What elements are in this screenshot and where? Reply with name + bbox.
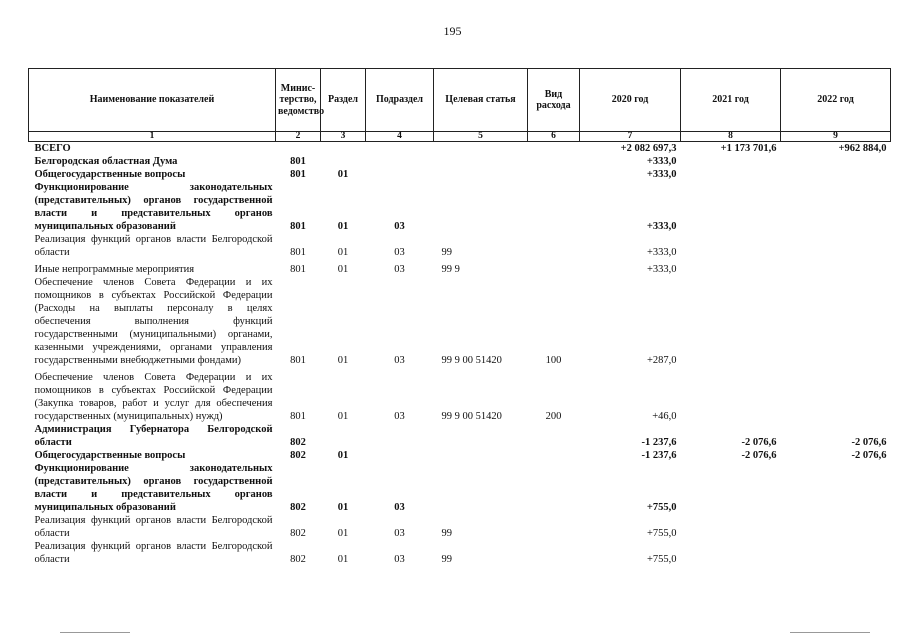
row-section: 01 — [337, 247, 349, 258]
row-subsection — [366, 168, 434, 181]
row-subsection — [366, 423, 434, 449]
column-number: 2 — [276, 132, 321, 142]
row-2020: +755,0 — [646, 554, 677, 565]
column-number: 1 — [29, 132, 276, 142]
column-number: 4 — [366, 132, 434, 142]
row-2020: -1 237,6 — [641, 450, 677, 461]
row-2021 — [681, 514, 781, 540]
header-2022: 2022 год — [781, 69, 891, 132]
row-subsection — [366, 155, 434, 168]
row-2022 — [781, 276, 891, 367]
row-expense-type — [528, 462, 580, 514]
row-section — [321, 142, 366, 156]
table-row — [29, 155, 891, 168]
row-name: Реализация функций органов власти Белгородской области — [34, 541, 273, 565]
table-header-row — [29, 69, 891, 132]
row-2021 — [681, 367, 781, 423]
row-section: 01 — [337, 264, 349, 275]
row-2021 — [681, 168, 781, 181]
row-subsection: 03 — [394, 221, 405, 232]
row-expense-type — [528, 233, 580, 259]
row-name: Обеспечение членов Совета Федерации и их помощников в субъектах Российской Федерации (Закупка товаров, работ и услуг для обеспечения государственных (муниципальных) нужд) — [34, 372, 273, 422]
row-2022 — [781, 181, 891, 233]
header-target-article: Целевая статья — [434, 69, 528, 132]
row-target-article: 99 — [441, 247, 452, 258]
row-2020: +46,0 — [652, 411, 677, 422]
row-2020: +287,0 — [646, 355, 677, 366]
row-target-article — [434, 155, 528, 168]
header-expense-type: Вид расхода — [528, 69, 580, 132]
table-row — [29, 540, 891, 566]
row-subsection: 03 — [394, 554, 405, 565]
row-2020: +333,0 — [646, 264, 677, 275]
row-ministry: 801 — [290, 169, 306, 180]
row-name: Общегосударственные вопросы — [34, 450, 186, 461]
row-section — [321, 155, 366, 168]
row-2021 — [681, 181, 781, 233]
row-ministry: 801 — [290, 264, 306, 275]
row-section: 01 — [337, 554, 349, 565]
row-2021 — [681, 540, 781, 566]
table-row — [29, 462, 891, 514]
row-section: 01 — [337, 355, 349, 366]
row-ministry: 801 — [290, 156, 306, 167]
row-section — [321, 423, 366, 449]
row-expense-type — [528, 514, 580, 540]
row-target-article: 99 9 00 51420 — [441, 355, 502, 366]
row-2022: +962 884,0 — [838, 143, 887, 154]
row-target-article — [434, 449, 528, 462]
table-row — [29, 367, 891, 423]
row-target-article: 99 9 — [441, 264, 460, 275]
row-2020: +333,0 — [646, 156, 677, 167]
row-subsection: 03 — [394, 528, 405, 539]
row-2022: -2 076,6 — [851, 437, 887, 448]
row-2022: -2 076,6 — [851, 450, 887, 461]
row-subsection: 03 — [394, 264, 405, 275]
table-row — [29, 423, 891, 449]
row-ministry: 801 — [290, 411, 306, 422]
row-target-article: 99 — [441, 554, 452, 565]
row-subsection: 03 — [394, 247, 405, 258]
row-target-article — [434, 142, 528, 156]
row-expense-type — [528, 181, 580, 233]
footer-rule-right — [790, 632, 870, 633]
row-expense-type — [528, 423, 580, 449]
row-name: Функционирование законодательных (представительных) органов государственной власти и представительных органов муниципальных образований — [34, 182, 273, 232]
row-target-article — [434, 462, 528, 514]
header-2020: 2020 год — [580, 69, 681, 132]
row-subsection: 03 — [394, 502, 405, 513]
row-section: 01 — [337, 221, 349, 232]
row-2020: +2 082 697,3 — [620, 143, 677, 154]
row-expense-type — [528, 259, 580, 276]
row-expense-type — [528, 168, 580, 181]
table-row — [29, 181, 891, 233]
row-expense-type: 100 — [545, 355, 562, 366]
row-2021 — [681, 276, 781, 367]
table-row — [29, 168, 891, 181]
row-ministry: 802 — [290, 437, 306, 448]
row-name: ВСЕГО — [34, 143, 71, 154]
row-2021 — [681, 233, 781, 259]
row-target-article — [434, 168, 528, 181]
table-row — [29, 514, 891, 540]
row-2021 — [681, 155, 781, 168]
row-target-article — [434, 423, 528, 449]
row-2022 — [781, 367, 891, 423]
header-subsection: Подраздел — [366, 69, 434, 132]
column-number: 8 — [681, 132, 781, 142]
column-number: 5 — [434, 132, 528, 142]
row-name: Общегосударственные вопросы — [34, 169, 186, 180]
row-name: Иные непрограммные мероприятия — [34, 264, 195, 275]
column-number: 3 — [321, 132, 366, 142]
row-subsection: 03 — [394, 411, 405, 422]
row-section: 01 — [337, 169, 349, 180]
row-section: 01 — [337, 502, 349, 513]
column-number: 9 — [781, 132, 891, 142]
row-2020: -1 237,6 — [641, 437, 677, 448]
table-body — [29, 142, 891, 567]
row-name: Реализация функций органов власти Белгородской области — [34, 234, 273, 258]
header-name: Наименование показателей — [29, 69, 276, 132]
column-number-row — [29, 132, 891, 142]
row-2022 — [781, 155, 891, 168]
row-ministry: 802 — [290, 502, 306, 513]
row-name: Функционирование законодательных (представительных) органов государственной власти и представительных органов муниципальных образований — [34, 463, 273, 513]
row-ministry: 801 — [290, 355, 306, 366]
row-2022 — [781, 233, 891, 259]
row-name: Реализация функций органов власти Белгородской области — [34, 515, 273, 539]
footer-rule-left — [60, 632, 130, 633]
row-2022 — [781, 168, 891, 181]
table-row — [29, 276, 891, 367]
row-name: Обеспечение членов Совета Федерации и их помощников в субъектах Российской Федерации (Расходы на выплаты персоналу в целях обеспечения выполнения функций государственными (муниципальными) органами, казенными учреждениями, органами управления государственными внебюджетными фондами) — [34, 277, 273, 366]
row-target-article — [434, 181, 528, 233]
row-name: Администрация Губернатора Белгородской области — [34, 424, 273, 448]
row-2021 — [681, 462, 781, 514]
row-2022 — [781, 540, 891, 566]
table-row — [29, 142, 891, 156]
budget-table — [28, 68, 891, 566]
row-expense-type: 200 — [545, 411, 562, 422]
row-section: 01 — [337, 450, 349, 461]
row-2021: -2 076,6 — [741, 437, 777, 448]
row-2020: +333,0 — [646, 247, 677, 258]
row-subsection — [366, 449, 434, 462]
table-row — [29, 449, 891, 462]
row-2022 — [781, 514, 891, 540]
row-target-article: 99 9 00 51420 — [441, 411, 502, 422]
row-subsection — [366, 142, 434, 156]
row-2020: +755,0 — [646, 528, 677, 539]
row-2021: -2 076,6 — [741, 450, 777, 461]
row-ministry: 801 — [290, 247, 306, 258]
row-2020: +333,0 — [646, 169, 677, 180]
row-expense-type — [528, 155, 580, 168]
column-number: 7 — [580, 132, 681, 142]
row-2020: +755,0 — [646, 502, 677, 513]
row-2022 — [781, 462, 891, 514]
table-row — [29, 233, 891, 259]
row-ministry: 802 — [290, 450, 306, 461]
column-number: 6 — [528, 132, 580, 142]
row-target-article: 99 — [441, 528, 452, 539]
row-expense-type — [528, 449, 580, 462]
row-ministry: 802 — [290, 554, 306, 565]
row-2020: +333,0 — [646, 221, 677, 232]
row-2021 — [681, 259, 781, 276]
row-2021: +1 173 701,6 — [720, 143, 777, 154]
row-subsection: 03 — [394, 355, 405, 366]
row-section: 01 — [337, 411, 349, 422]
page-number: 195 — [443, 24, 462, 38]
header-ministry: Минис-терство, ведомство — [276, 69, 321, 132]
row-ministry — [276, 142, 321, 156]
row-section: 01 — [337, 528, 349, 539]
row-ministry: 802 — [290, 528, 306, 539]
row-2022 — [781, 259, 891, 276]
row-expense-type — [528, 142, 580, 156]
row-ministry: 801 — [290, 221, 306, 232]
header-section: Раздел — [321, 69, 366, 132]
table-row — [29, 259, 891, 276]
header-2021: 2021 год — [681, 69, 781, 132]
row-expense-type — [528, 540, 580, 566]
row-name: Белгородская областная Дума — [34, 156, 178, 167]
